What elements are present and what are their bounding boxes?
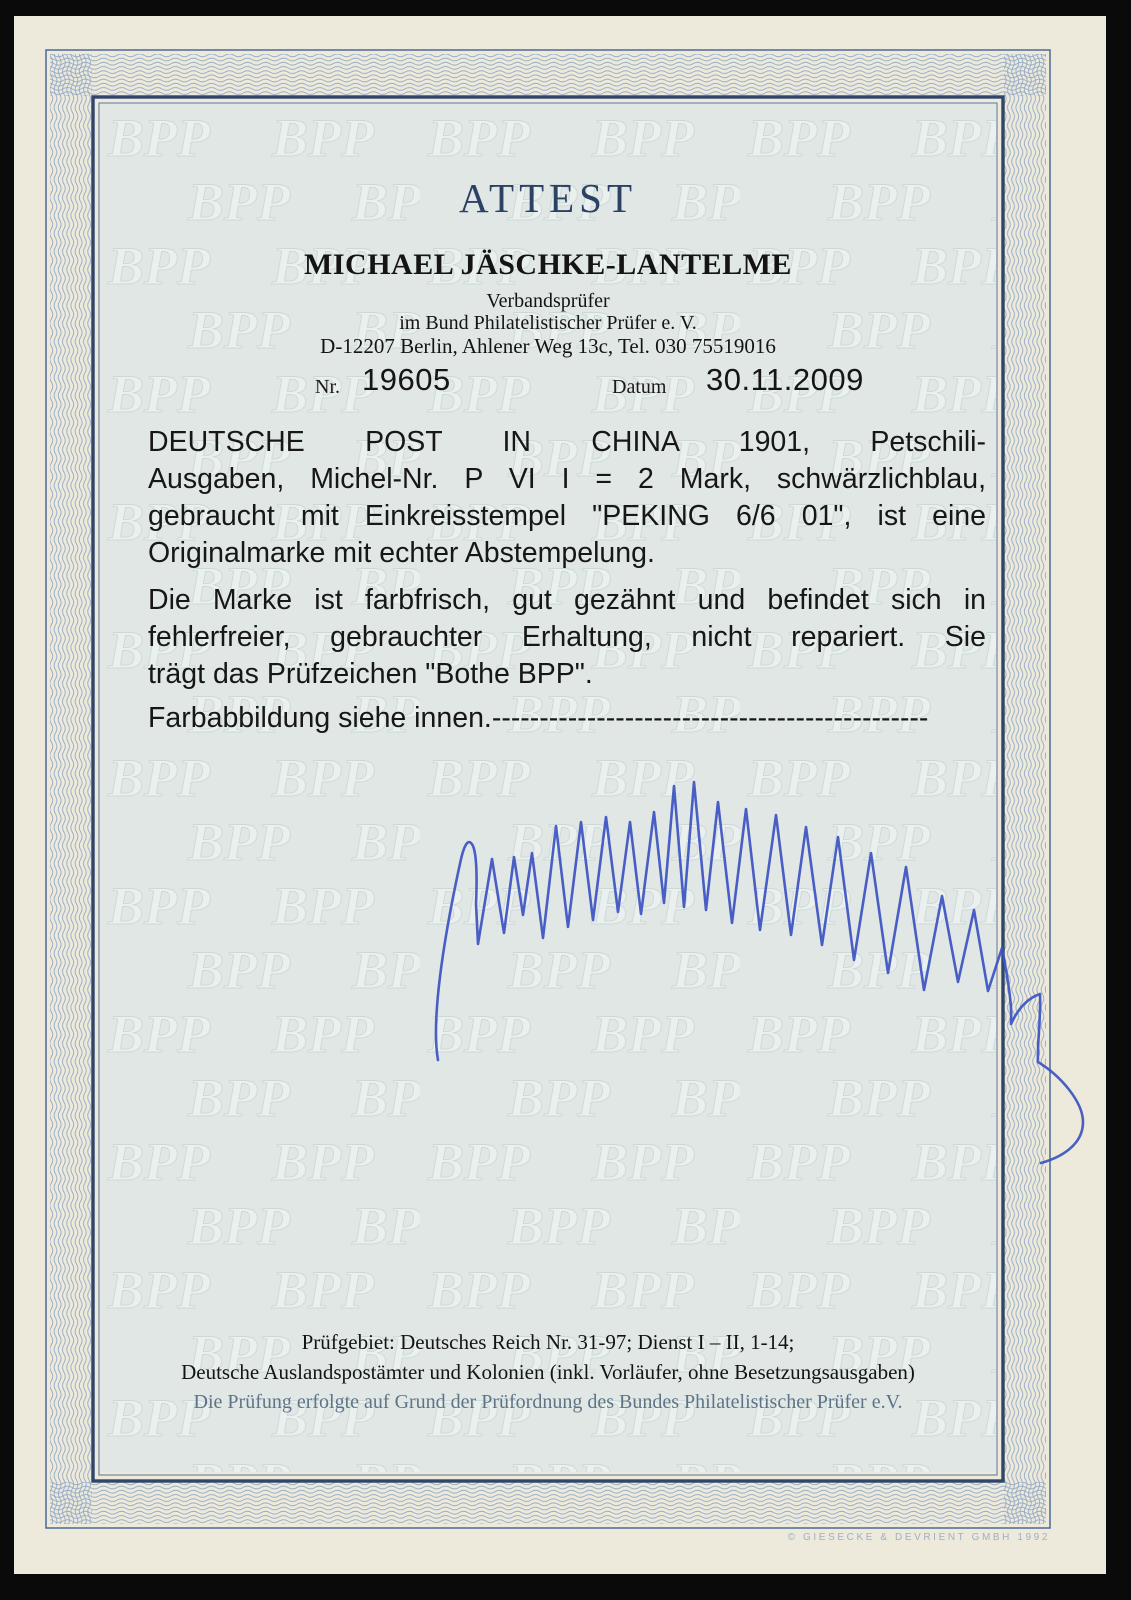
number-label: Nr. [315, 376, 340, 398]
certificate-text-line: Ausgaben, Michel-Nr. P VI I = 2 Mark, schwärzlichblau, [148, 463, 986, 495]
certificate-text-line: Die Marke ist farbfrisch, gut gezähnt und befindet sich in [148, 584, 986, 616]
examiner-role: Verbandsprüfer [486, 290, 610, 312]
certificate-text-line: fehlerfreier, gebrauchter Erhaltung, nicht repariert. Sie [148, 621, 986, 653]
footer-pruefgebiet: Prüfgebiet: Deutsches Reich Nr. 31-97; Dienst I – II, 1-14; [301, 1330, 795, 1354]
paragraph-condition [148, 582, 986, 693]
examiner-association: im Bund Philatelistischer Prüfer e. V. [399, 312, 697, 334]
printer-credit: © GIESECKE & DEVRIENT GMBH 1992 [787, 1532, 1050, 1543]
paragraph-color-note [148, 700, 986, 737]
footer-scope: Deutsche Auslandspostämter und Kolonien (inkl. Vorläufer, ohne Besetzungsausgaben) [181, 1360, 915, 1384]
number-value: 19605 [362, 362, 451, 397]
certificate-paper [14, 16, 1106, 1574]
certificate-title: ATTEST [458, 175, 638, 221]
paragraph-description [148, 424, 986, 572]
certificate-text-line: DEUTSCHE POST IN CHINA 1901, Petschili- [148, 426, 986, 458]
certificate-text-line: trägt das Prüfzeichen "Bothe BPP". [148, 658, 593, 690]
certificate-text-line: Farbabbildung siehe innen.---------------------------------------------- [148, 702, 929, 734]
certificate-content [100, 104, 996, 1472]
examiner-name: MICHAEL JÄSCHKE-LANTELME [304, 248, 792, 281]
date-value: 30.11.2009 [706, 362, 864, 397]
examiner-address: D-12207 Berlin, Ahlener Weg 13c, Tel. 030 75519016 [320, 334, 776, 358]
certificate-text-line: gebraucht mit Einkreisstempel "PEKING 6/6 01", ist eine [148, 500, 986, 532]
certificate-number-row [100, 360, 996, 406]
date-label: Datum [612, 376, 667, 398]
footer-regulation-note: Die Prüfung erfolgte auf Grund der Prüfordnung des Bundes Philatelistischer Prüfer e.V. [193, 1391, 903, 1413]
certificate-text-line: Originalmarke mit echter Abstempelung. [148, 537, 655, 569]
certificate-panel [100, 104, 996, 1472]
